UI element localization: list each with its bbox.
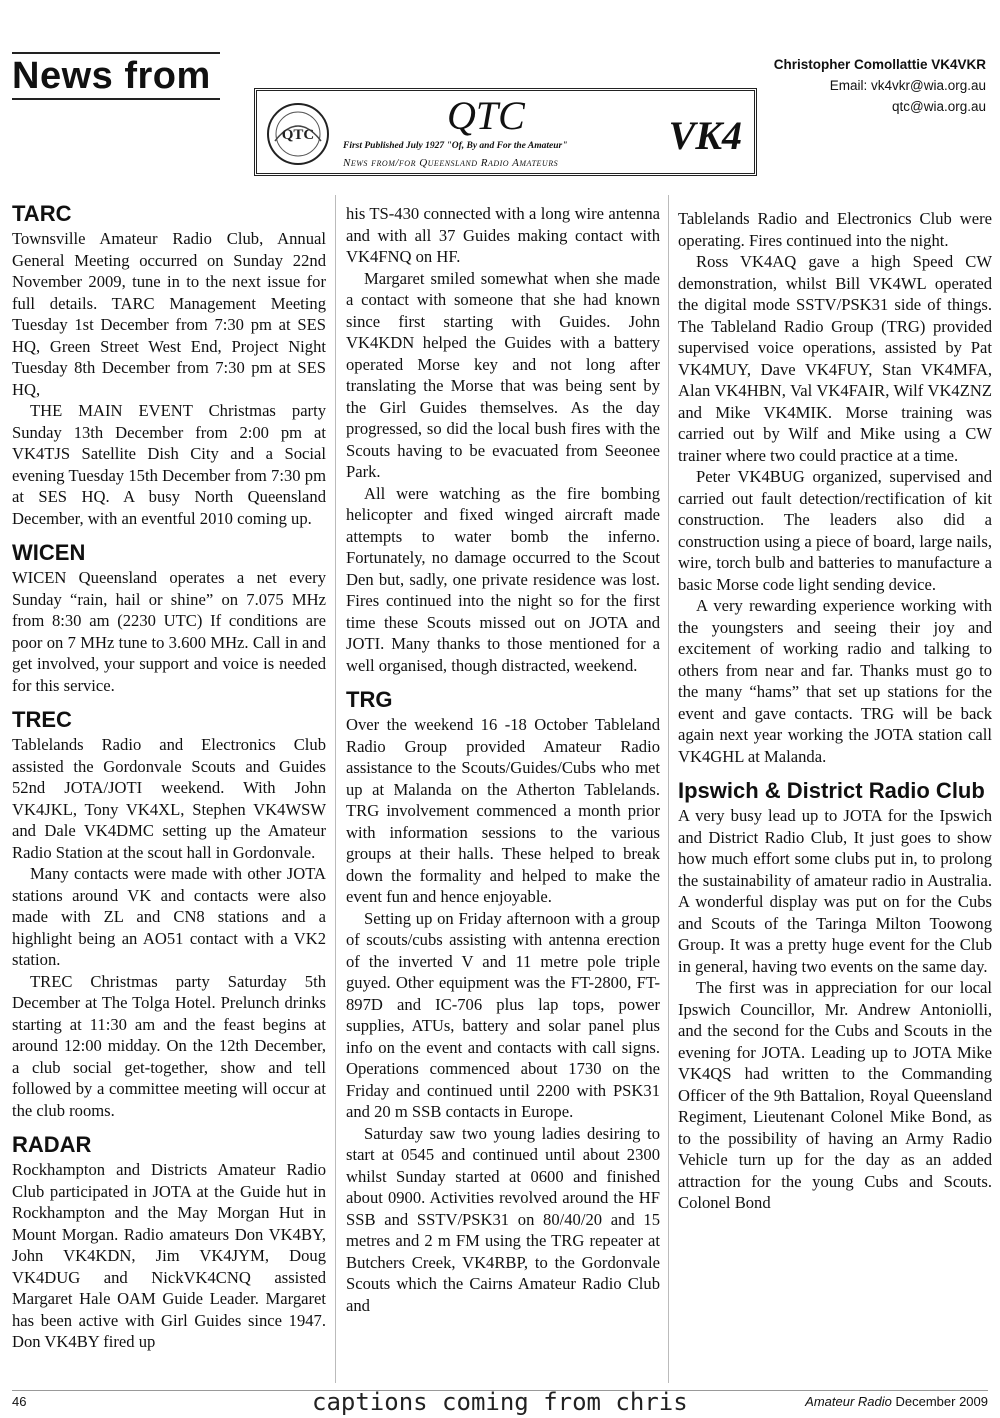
magazine-date: December 2009 [895, 1394, 988, 1409]
qtc-strapline: News from/for Queensland Radio Amateurs [343, 157, 559, 169]
author-email-alt: qtc@wia.org.au [892, 99, 986, 114]
paragraph: Peter VK4BUG organized, supervised and carried out fault detection/rectification of kit construction. The leaders also did a construction using a piece of board, large nails, wire, torch bulb and batteries to manufacture a basic Morse code light sending device. [678, 467, 992, 594]
paragraph: Rockhampton and Districts Amateur Radio Club participated in JOTA at the Guide hut in Rockhampton and the May Morgan Hut in Mount Morgan. Radio amateurs Don VK4BY, John VK4KDN, Jim VK4JYM, Doug VK4DUG and NickVK4CNQ assisted Margaret Hale OAM Guide Leader. Margaret has been active with Girl Guides since 1947. Don VK4BY fired up [12, 1160, 326, 1351]
paragraph: Setting up on Friday afternoon with a group of scouts/cubs assisting with antenna erection of the inverted V and 11 metre pole triple guyed. Other equipment was the FT-2800, FT-897D and IC-706 plus lap tops, power supplies, ATUs, battery and solar panel plus info on the event and contacts with call signs. Operations commenced about 1730 on the Friday and continued until 2200 with PSK31 and 20 m SSB contacts in Europe. [346, 908, 660, 1121]
paragraph: WICEN Queensland operates a net every Sunday “rain, hail or shine” on 7.075 MHz from 8:30 am (2230 UTC) If conditions are poor on 7 MHz tune to 3.600 MHz. Call in and get involved, your support and voice is needed for this service. [12, 568, 326, 695]
paragraph: Tablelands Radio and Electronics Club were operating. Fires continued into the night. [678, 209, 992, 250]
magazine-title: Amateur Radio [805, 1394, 892, 1409]
paragraph: Townsville Amateur Radio Club, Annual General Meeting occurred on Sunday 22nd November 2009, tune in to the next issue for full details. TARC Management Meeting Tuesday 1st December from 7:30 pm at SES HQ, Green Street West End, Project Night Tuesday 8th December from 7:30 pm at SES HQ, [12, 229, 326, 399]
header-bottom-rule [12, 98, 220, 100]
qtc-region: VK4 [668, 113, 742, 158]
caption-note: captions coming from chris [312, 1388, 688, 1416]
paragraph: THE MAIN EVENT Christmas party Sunday 13th December from 2:00 pm at VK4TJS Satellite Dish City and a Social evening Tuesday 15th December from 7:30 pm at SES HQ. A busy North Queensland December, with an eventful 2010 coming up. [12, 401, 326, 528]
qtc-logo-icon [265, 101, 331, 167]
author-name: Christopher Comollattie VK4VKR [773, 57, 986, 72]
author-block [774, 54, 986, 117]
paragraph: his TS-430 connected with a long wire antenna and with all 37 Guides making contact with VK4FNQ on HF. [346, 204, 660, 266]
qtc-title: QTC [447, 93, 525, 138]
paragraph: Saturday saw two young ladies desiring to start at 0545 and continued until about 2300 whilst Sunday started at 0600 and finished about 0900. Activities revolved around the HF SSB and SSTV/PSK31 on 80/40/20 and 15 metres and 2 m FM using the TRG repeater at Butchers Creek, VK4RBP, to the Gordonvale Scouts which the Cairns Amateur Radio Club and [346, 1123, 660, 1315]
paragraph: Tablelands Radio and Electronics Club assisted the Gordonvale Scouts and Guides 52nd JOTA/JOTI weekend. With John VK4JKL, Tony VK4XL, Stephen VK4WSW and Dale VK4DMC setting up the Amateur Radio Station at the scout hall in Gordonvale. [12, 735, 326, 862]
paragraph: A very busy lead up to JOTA for the Ipswich and District Radio Club, It just goes to show how much effort some clubs put in, to prolong the sustainability of amateur radio in Australia. A wonderful display was put on for the Cubs and Scouts of the Taringa Milton Toowong Group. It was a pretty huge event for the Club in general, having two events on the same day. [678, 806, 992, 976]
heading-trg: TRG [346, 687, 393, 712]
magazine-info [805, 1394, 988, 1409]
paragraph: Margaret smiled somewhat when she made a contact with someone that she had known since first starting with Guides. John VK4KDN helped the Guides with a battery operated Morse key and not long after translating the Morse that was being sent by the Girl Guides themselves. As the day progressed, so did the local bush fires with the Scouts having to be evacuated from Seeonee Park. [346, 268, 660, 481]
paragraph: Many contacts were made with other JOTA stations around VK and contacts were also made with ZL and CN8 stations and a highlight being an AO51 contact with a VK2 station. [12, 864, 326, 969]
paragraph: The first was in appreciation for our local Ipswich Councillor, Mr. Andrew Antoniolli, and the second for the Cubs and Scouts in the evening for JOTA. Leading up to JOTA Mike VK4QS had written to the Commanding Officer of the 9th Battalion, Royal Queensland Regiment, Lieutenant Colonel Mike Bond, as to the possibility of having an Army Radio Vehicle turn up for the day as an added attraction for the young Cubs and Scouts. Colonel Bond [678, 978, 992, 1212]
qtc-banner [254, 88, 757, 176]
column-1 [12, 200, 326, 1353]
heading-wicen: WICEN [12, 540, 86, 565]
paragraph: Over the weekend 16 -18 October Tableland Radio Group provided Amateur Radio assistance to the Scouts/Guides/Cubs who met up at Malanda on the Atherton Tablelands. TRG involvement commenced a month prior with information sessions to the various groups at their halls. These helped to break down the formality and helped to make the event fun and hence enjoyable. [346, 715, 660, 906]
paragraph: All were watching as the fire bombing helicopter and fixed winged aircraft made attempts to water bomb the inferno. Fortunately, no damage occurred to the Scout Den but, sadly, one private residence was lost. Fires continued into the night so for the first time these Scouts missed out on JOTA and JOTI. Many thanks to those mentioned for a well organised, though distracted, weekend. [346, 483, 660, 675]
header-top-rule [12, 52, 220, 54]
column-divider [668, 195, 669, 1383]
page-number: 46 [12, 1394, 27, 1409]
column-2 [346, 203, 660, 1316]
column-divider [335, 195, 336, 1383]
section-title: News from [12, 55, 211, 97]
qtc-tagline: First Published July 1927 "Of, By and For the Amateur" [343, 141, 568, 151]
column-3 [678, 208, 992, 1214]
paragraph: A very rewarding experience working with the youngsters and seeing their joy and excitement of working radio and talking to others from near and far. Thanks must go to the many “hams” that set up stations for the event and gave contacts. TRG will be back again next year working the JOTA station call VK4GHL at Malanda. [678, 596, 992, 766]
heading-trec: TREC [12, 707, 72, 732]
heading-tarc: TARC [12, 201, 72, 226]
author-email: Email: vk4vkr@wia.org.au [829, 78, 986, 93]
paragraph: Ross VK4AQ gave a high Speed CW demonstration, whilst Bill VK4WL operated the digital mode SSTV/PSK31 side of things. The Tableland Radio Group (TRG) provided supervised voice operations, assisted by Pat VK4MUY, Dave VK4FUY, Stan VK4MFA, Alan VK4HBN, Val VK4FAIR, Wilf VK4ZNZ and Mike VK4MIK. Morse training was carried out by Wilf and Mike using a CW trainer where two could practice at a time. [678, 252, 992, 465]
qtc-logo-text: QTC [281, 127, 315, 143]
heading-radar: RADAR [12, 1132, 92, 1157]
heading-ipswich: Ipswich & District Radio Club [678, 778, 985, 803]
paragraph: TREC Christmas party Saturday 5th December at The Tolga Hotel. Prelunch drinks starting at 11:30 am and the feast begins at around 12:00 midday. On the 12th December, a club social get-together, show and tell followed by a committee meeting will occur at the club rooms. [12, 971, 326, 1120]
